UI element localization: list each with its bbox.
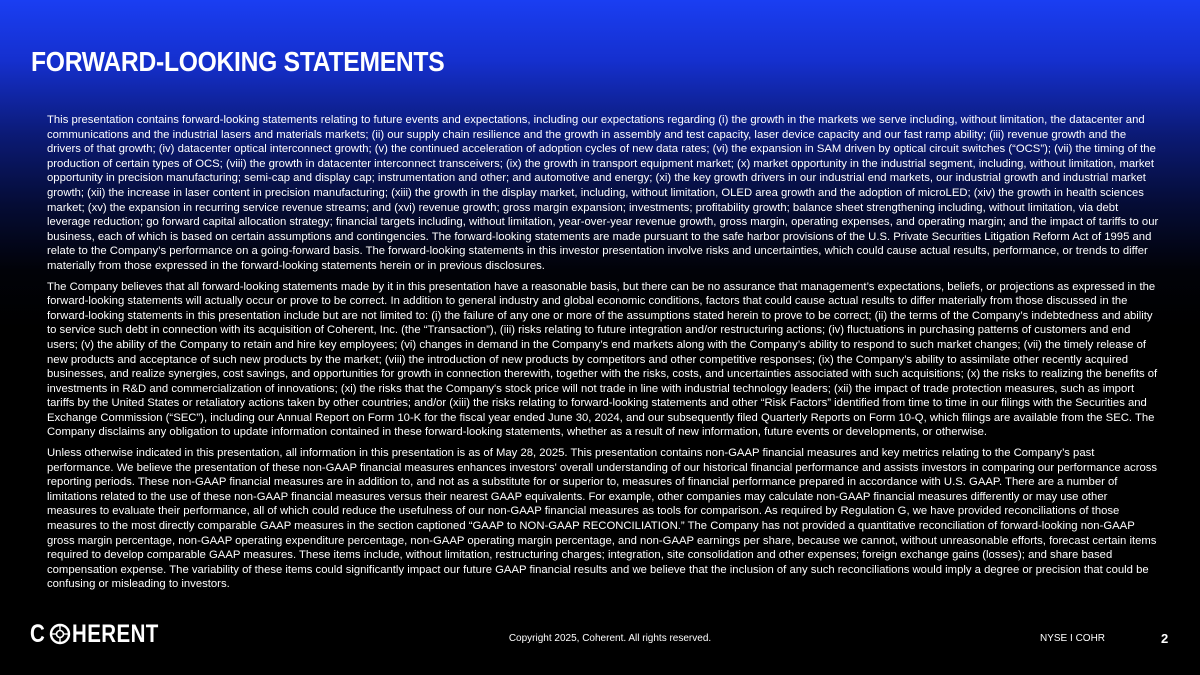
- paragraph-forward-looking: This presentation contains forward-looking statements relating to future events and expectations, including our expectations regarding (i) the growth in the markets we serve including, without limitation, the datacenter and communications and the industrial lasers and materials markets; (ii) our supply chain resilience and the growth in assembly and test capacity, laser device capacity and our fast ramp ability; (iii) revenue growth and the drivers of that growth; (iv) datacenter optical interconnect growth; (v) the continued acceleration of adoption cycles of new data rates; (vi) the expansion in SAM driven by optical circuit switches (“OCS”); (vii) the timing of the production of certain types of OCS; (viii) the growth in datacenter interconnect transceivers; (ix) the growth in transport equipment market; (x) market opportunity in the industrial segment, including, without limitation, market opportunity in precision manufacturing; semi-cap and display cap; instrumentation and other; and automotive and energy; (xi) the key growth drivers in our industrial end markets, our industrial growth and industrial market growth; (xii) the increase in laser content in precision manufacturing; (xiii) the growth in the display market, including, without limitation, OLED area growth and the adoption of microLED; (xiv) the growth in health sciences market; (xv) the expansion in recurring service revenue streams; and (xvi) revenue growth; gross margin expansion; investments; profitability growth; balance sheet strengthening including, without limitation, via debt leverage reduction; go forward capital allocation strategy; financial targets including, without limitation, year-over-year revenue growth, gross margin, operating expenses, and operating margin; and the impact of tariffs to our business, each of which is based on certain assumptions and contingencies. The forward-looking statements are made pursuant to the safe harbor provisions of the U.S. Private Securities Litigation Reform Act of 1995 and relate to the Company’s performance on a going-forward basis. The forward-looking statements in this investor presentation involve risks and uncertainties, which could cause actual results, performance, or trends to differ materially from those expressed in the forward-looking statements herein or in previous disclosures.: [47, 114, 1159, 272]
- paragraph-non-gaap: Unless otherwise indicated in this presentation, all information in this presentation is as of May 28, 2025. This presentation contains non-GAAP financial measures and key metrics relating to the Company’s past performance. We believe the presentation of these non-GAAP financial measures enhances investors' overall understanding of our historical financial performance and assists investors in comparing our performance across reporting periods. These non-GAAP financial measures are in addition to, and not as a substitute for or superior to, measures of financial performance prepared in accordance with U.S. GAAP. There are a number of limitations related to the use of these non-GAAP financial measures versus their nearest GAAP equivalents. For example, other companies may calculate non-GAAP financial measures differently or may use other measures to evaluate their performance, all of which could reduce the usefulness of our non-GAAP financial measures as tools for comparison. As required by Regulation G, we have provided reconciliations of those measures to the most directly comparable GAAP measures in the section captioned “GAAP to NON-GAAP RECONCILIATION.” The Company has not provided a quantitative reconciliation of forward-looking non-GAAP gross margin percentage, non-GAAP operating expenditure percentage, non-GAAP operating margin percentage, and non-GAAP earnings per share, because we cannot, without unreasonable efforts, forecast certain items required to develop comparable GAAP measures. These items include, without limitation, restructuring charges; integration, site consolidation and other expenses; foreign exchange gains (losses); and share based compensation expense. The variability of these items could significantly impact our future GAAP financial results and we believe that the inclusion of any such reconciliations would imply a degree or precision that could be confusing or misleading to investors.: [47, 447, 1158, 591]
- coherent-logo: [30, 620, 177, 648]
- logo-wordmark: C: [30, 619, 46, 648]
- stock-ticker: NYSE I COHR: [1040, 633, 1106, 644]
- paragraph-risk-factors: The Company believes that all forward-looking statements made by it in this presentation have a reasonable basis, but there can be no assurance that management’s expectations, beliefs, or projections as expressed in the forward-looking statements will actually occur or prove to be correct. In addition to general industry and global economic conditions, factors that could cause actual results to differ materially from those discussed in the forward-looking statements in this presentation include but are not limited to: (i) the failure of any one or more of the assumptions stated herein to prove to be correct; (ii) the terms of the Company’s indebtedness and ability to service such debt in connection with its acquisition of Coherent, Inc. (the “Transaction”), (iii) risks relating to future integration and/or restructuring actions; (iv) fluctuations in purchasing patterns of customers and end users; (v) the ability of the Company to retain and hire key employees; (vi) changes in demand in the Company’s end markets along with the Company’s ability to respond to such market changes; (vii) the timely release of new products and acceptance of such new products by the market; (viii) the introduction of new products by competitors and other competitive responses; (ix) the Company’s ability to assimilate other recently acquired businesses, and realize synergies, cost savings, and opportunities for growth in connection therewith, together with the risks, costs, and uncertainties associated with such acquisitions; (x) the risks to realizing the benefits of investments in R&D and commercialization of innovations; (xi) the risks that the Company's stock price will not trade in line with industrial technology leaders; (xii) the impact of trade protection measures, such as import tariffs by the United States or retaliatory actions taken by other countries; and/or (xiii) the risks relating to forward-looking statements and other “Risk Factors” identified from time to time in our filings with the Securities and Exchange Commission (“SEC”), including our Annual Report on Form 10-K for the fiscal year ended June 30, 2024, and our subsequently filed Quarterly Reports on Form 10-Q, which filings are available from the SEC. The Company disclaims any obligation to update information contained in these forward-looking statements, whether as a result of new information, future events or developments, or otherwise.: [47, 280, 1158, 439]
- page-number: 2: [1161, 631, 1169, 646]
- disclaimer-body: [47, 113, 1159, 598]
- page-title: FORWARD-LOOKING STATEMENTS: [31, 46, 445, 77]
- copyright-text: Copyright 2025, Coherent. All rights reserved.: [508, 633, 712, 644]
- coherent-logo-icon: [49, 623, 71, 645]
- logo-wordmark-rest: HERENT: [71, 619, 159, 648]
